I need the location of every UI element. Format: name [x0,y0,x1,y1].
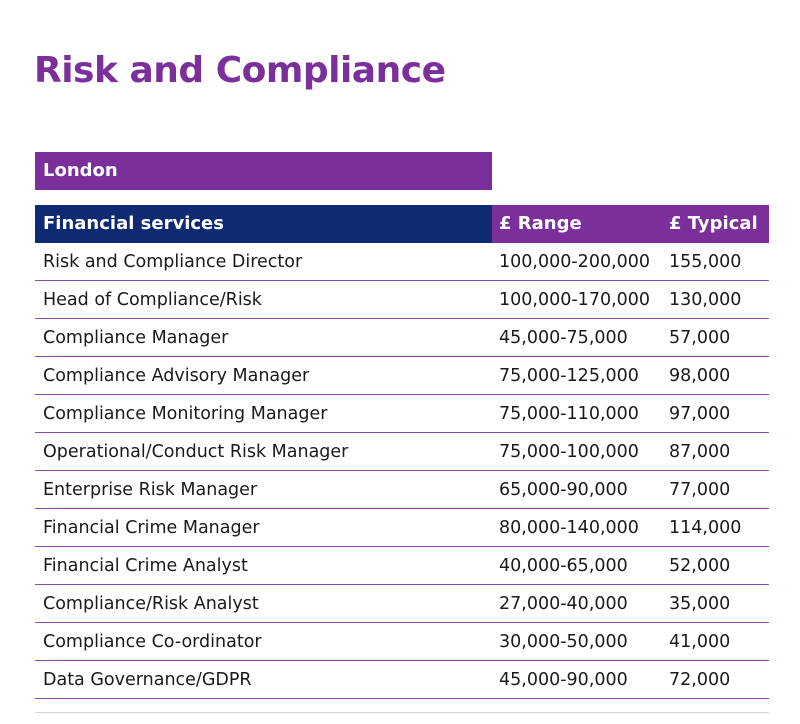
typical-cell: 77,000 [669,480,731,500]
typical-cell: 114,000 [669,518,742,538]
table-body [35,243,769,699]
range-cell: 75,000-100,000 [499,442,639,462]
range-cell: 45,000-90,000 [499,670,628,690]
typical-cell: 41,000 [669,632,731,652]
typical-cell: 87,000 [669,442,731,462]
salary-table [35,205,769,699]
role-cell: Risk and Compliance Director [43,252,303,272]
range-cell: 100,000-200,000 [499,252,651,272]
range-cell: 65,000-90,000 [499,480,628,500]
role-cell: Financial Crime Analyst [43,556,248,576]
table-row [35,623,769,661]
table-header-row [35,205,769,243]
column-header-role: Financial services [35,205,492,243]
table-row [35,357,769,395]
typical-cell: 72,000 [669,670,731,690]
role-cell: Compliance Manager [43,328,229,348]
typical-cell: 155,000 [669,252,742,272]
table-row [35,585,769,623]
role-cell: Operational/Conduct Risk Manager [43,442,349,462]
table-row [35,243,769,281]
table-row [35,281,769,319]
range-cell: 80,000-140,000 [499,518,639,538]
table-row [35,471,769,509]
role-cell: Enterprise Risk Manager [43,480,258,500]
typical-cell: 98,000 [669,366,731,386]
role-cell: Compliance Co-ordinator [43,632,262,652]
range-cell: 100,000-170,000 [499,290,651,310]
range-cell: 30,000-50,000 [499,632,628,652]
role-cell: Head of Compliance/Risk [43,290,262,310]
column-header-typical: £ Typical [662,205,769,243]
range-cell: 75,000-110,000 [499,404,639,424]
table-row [35,661,769,699]
typical-cell: 97,000 [669,404,731,424]
footer-divider [35,712,769,713]
role-cell: Compliance Monitoring Manager [43,404,328,424]
role-cell: Compliance/Risk Analyst [43,594,259,614]
range-cell: 45,000-75,000 [499,328,628,348]
table-row [35,509,769,547]
range-cell: 40,000-65,000 [499,556,628,576]
range-cell: 75,000-125,000 [499,366,639,386]
table-row [35,433,769,471]
role-cell: Financial Crime Manager [43,518,260,538]
typical-cell: 130,000 [669,290,742,310]
role-cell: Data Governance/GDPR [43,670,252,690]
range-cell: 27,000-40,000 [499,594,628,614]
region-heading: London [35,152,492,190]
table-row [35,547,769,585]
role-cell: Compliance Advisory Manager [43,366,310,386]
typical-cell: 57,000 [669,328,731,348]
page-title: Risk and Compliance [34,50,446,91]
typical-cell: 52,000 [669,556,731,576]
table-row [35,395,769,433]
typical-cell: 35,000 [669,594,731,614]
column-header-range: £ Range [492,205,662,243]
table-row [35,319,769,357]
